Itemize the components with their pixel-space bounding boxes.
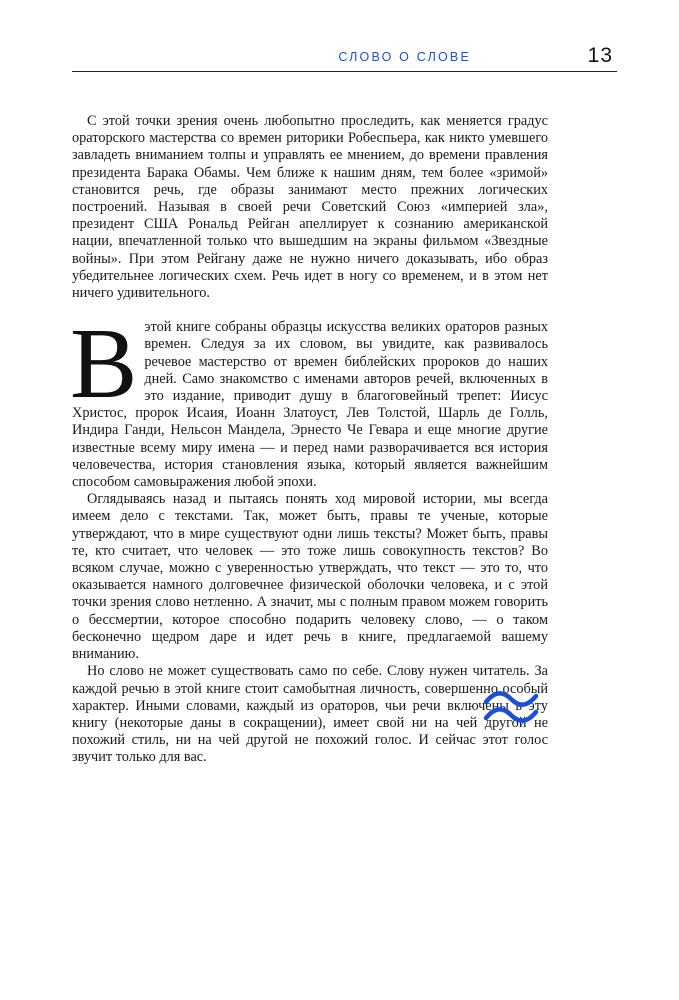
drop-cap: В [70,307,138,420]
paragraph-3: Оглядываясь назад и пытаясь понять ход мировой истории, мы всегда имеем дело с текстами. Так, может быть, правы те ученые, которые утверждают, что в мире существуют одни лишь тексты? Может быть, правы те, кто считает, что человек — это тоже лишь совокупность текстов? Во всяком случае, можно с уверенностью утверждать, что текст — это то, что оказывается намного долговечнее физической оболочки человека, и с этой точки зрения слово нетленно. А значит, мы с полным правом можем говорить о бессмертии, которое способно подарить человеку слово, — о таком бесконечно щедром даре и идет речь в книге, предлагаемой вашему вниманию. [72,491,548,663]
paragraph-4: Но слово не может существовать само по себе. Слову нужен читатель. За каждой речью в этой книге стоит самобытная личность, совершенно особый характер. Иными словами, каждый из ораторов, чьи речи включены в эту книгу (некоторые даны в сокращении), имеет свой ни на чей другой не похожий стиль, ни на чей другой не похожий голос. И сейчас этот голос звучит только для вас. [72,663,548,766]
paragraph-2-text: этой книге собраны образцы искусства великих ораторов разных времен. Следуя за их словом, вы увидите, как развивалось речевое мастерство от времен библейских пророков до наших дней. Само знакомство с именами авторов речей, включенных в это издание, приводит душу в благоговейный трепет: Иисус Христос, пророк Исаия, Иоанн Златоуст, Лев Толстой, Шарль де Голль, Индира Ганди, Нельсон Мандела, Эрнесто Че Гевара и еще многие другие известные всему миру имена — и перед нами разворачивается вся история человечества, история становления языка, который является важнейшим способом самовыражения любой эпохи. [72,319,548,491]
page-number: 13 [587,44,613,67]
body-text [72,113,548,767]
page-header [72,44,617,72]
paragraph-1: С этой точки зрения очень любопытно проследить, как меняется градус ораторского мастерства со времен риторики Робеспьера, как никто умевшего завладеть вниманием толпы и управлять ее мнением, до времени правления президента Барака Обамы. Чем ближе к нашим дням, тем более «зримой» становится речь, где образы занимают место прежних логических построений. Называя в своей речи Советский Союз «империей зла», президент США Рональд Рейган апеллирует к сознанию американской нации, впечатленной только что вышедшим на экраны фильмом «Звездные войны». При этом Рейгану даже не нужно ничего доказывать, ибо образ убедительнее логических схем. Речь идет в ногу со временем, и в этом нет ничего удивительного. [72,113,548,302]
paragraph-2 [70,307,548,491]
double-wave-icon [483,689,539,725]
running-head: СЛОВО О СЛОВЕ [338,50,471,64]
header-rule [72,71,617,72]
